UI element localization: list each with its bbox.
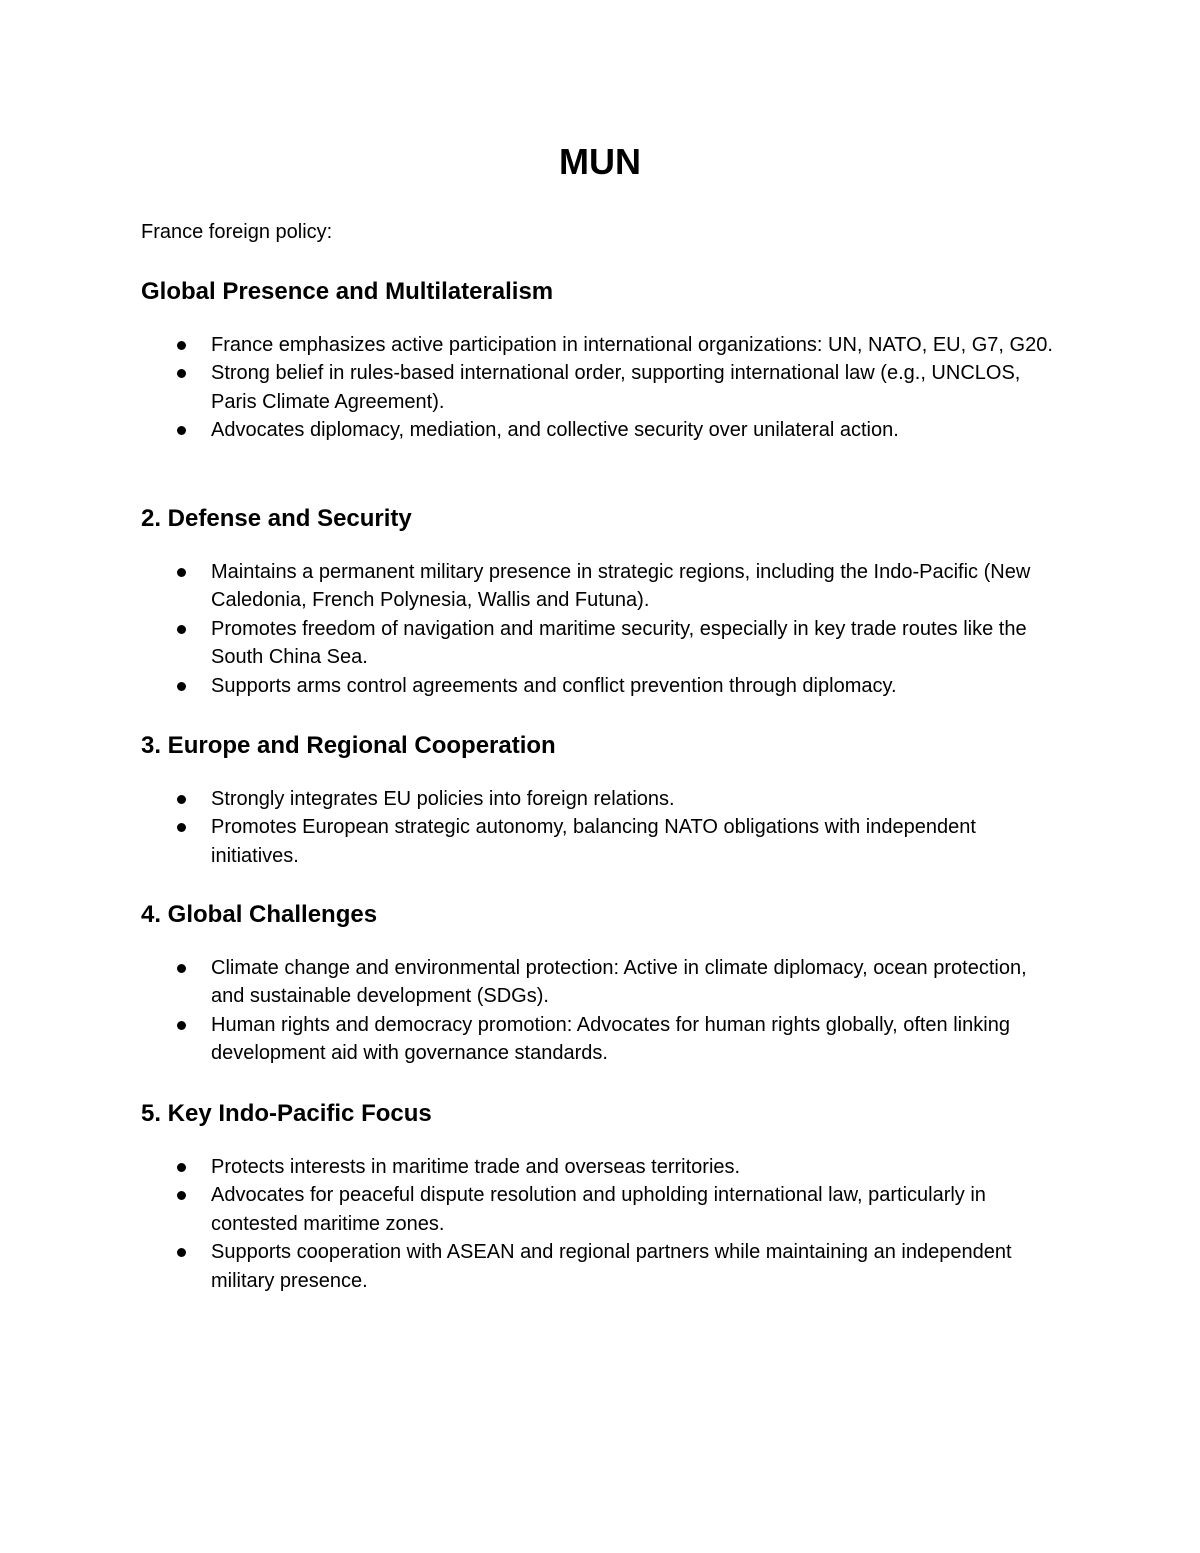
list-item-text: Strongly integrates EU policies into foreign relations. (211, 788, 675, 810)
intro-text: France foreign policy: (141, 221, 333, 243)
list-item-text: Supports cooperation with ASEAN and regional partners while maintaining an independent military presence. (211, 1241, 1012, 1292)
section-global-presence (141, 276, 1061, 445)
section-heading: 5. Key Indo-Pacific Focus (141, 1100, 432, 1127)
bullet-icon (177, 369, 186, 378)
list-item-text: Promotes European strategic autonomy, balancing NATO obligations with independent initiatives. (211, 816, 976, 867)
bullet-icon (177, 341, 186, 350)
list-item (141, 615, 1061, 672)
list-item-text: Supports arms control agreements and conflict prevention through diplomacy. (211, 674, 897, 697)
list-item-text: Climate change and environmental protection: Active in climate diplomacy, ocean protection, and sustainable development (SDGs). (211, 957, 1027, 1008)
bullet-list (141, 1153, 1061, 1295)
bullet-icon (177, 1163, 186, 1172)
list-item (141, 331, 1061, 359)
section-global-challenges (141, 899, 1061, 1068)
section-heading: 4. Global Challenges (141, 901, 378, 928)
list-item (141, 1011, 1061, 1068)
list-item-text: Human rights and democracy promotion: Advocates for human rights globally, often linking development aid with governance standards. (211, 1013, 1010, 1065)
list-item-text: Advocates diplomacy, mediation, and collective security over unilateral action. (211, 419, 899, 442)
list-item (141, 954, 1061, 1011)
list-item-text: Strong belief in rules-based international order, supporting international law (e.g., UNCLOS, Paris Climate Agreement). (211, 362, 1021, 413)
section-defense-security (141, 503, 1061, 700)
list-item (141, 359, 1061, 416)
bullet-icon (177, 823, 186, 832)
list-item (141, 1238, 1061, 1295)
section-heading: 2. Defense and Security (141, 505, 412, 532)
section-europe-regional (141, 730, 1061, 870)
list-item (141, 785, 1061, 813)
list-item-text: Advocates for peaceful dispute resolution and upholding international law, particularly in contested maritime zones. (211, 1184, 986, 1235)
list-item-text: Promotes freedom of navigation and maritime security, especially in key trade routes like the South China Sea. (211, 617, 1027, 669)
list-item-text: Protects interests in maritime trade and overseas territories. (211, 1156, 741, 1178)
list-item (141, 1153, 1061, 1181)
bullet-list (141, 558, 1061, 700)
list-item (141, 813, 1061, 870)
bullet-icon (177, 964, 186, 973)
section-heading: Global Presence and Multilateralism (141, 278, 554, 305)
bullet-icon (177, 426, 186, 435)
list-item (141, 558, 1061, 615)
bullet-list (141, 331, 1061, 445)
list-item-text: Maintains a permanent military presence in strategic regions, including the Indo-Pacific (New Caledonia, French Polynesia, Wallis and Futuna). (211, 561, 1031, 612)
bullet-list (141, 954, 1061, 1068)
bullet-icon (177, 1248, 186, 1257)
bullet-list (141, 785, 1061, 870)
list-item (141, 416, 1061, 444)
bullet-icon (177, 795, 186, 804)
list-item-text: France emphasizes active participation in international organizations: UN, NATO, EU, G7, G20. (211, 334, 1053, 356)
section-heading: 3. Europe and Regional Cooperation (141, 732, 556, 759)
bullet-icon (177, 1191, 186, 1200)
bullet-icon (177, 682, 186, 691)
bullet-icon (177, 625, 186, 634)
bullet-icon (177, 568, 186, 577)
document-title: MUN (559, 141, 641, 182)
list-item (141, 1181, 1061, 1238)
list-item (141, 672, 1061, 700)
bullet-icon (177, 1021, 186, 1030)
section-indo-pacific (141, 1098, 1061, 1295)
